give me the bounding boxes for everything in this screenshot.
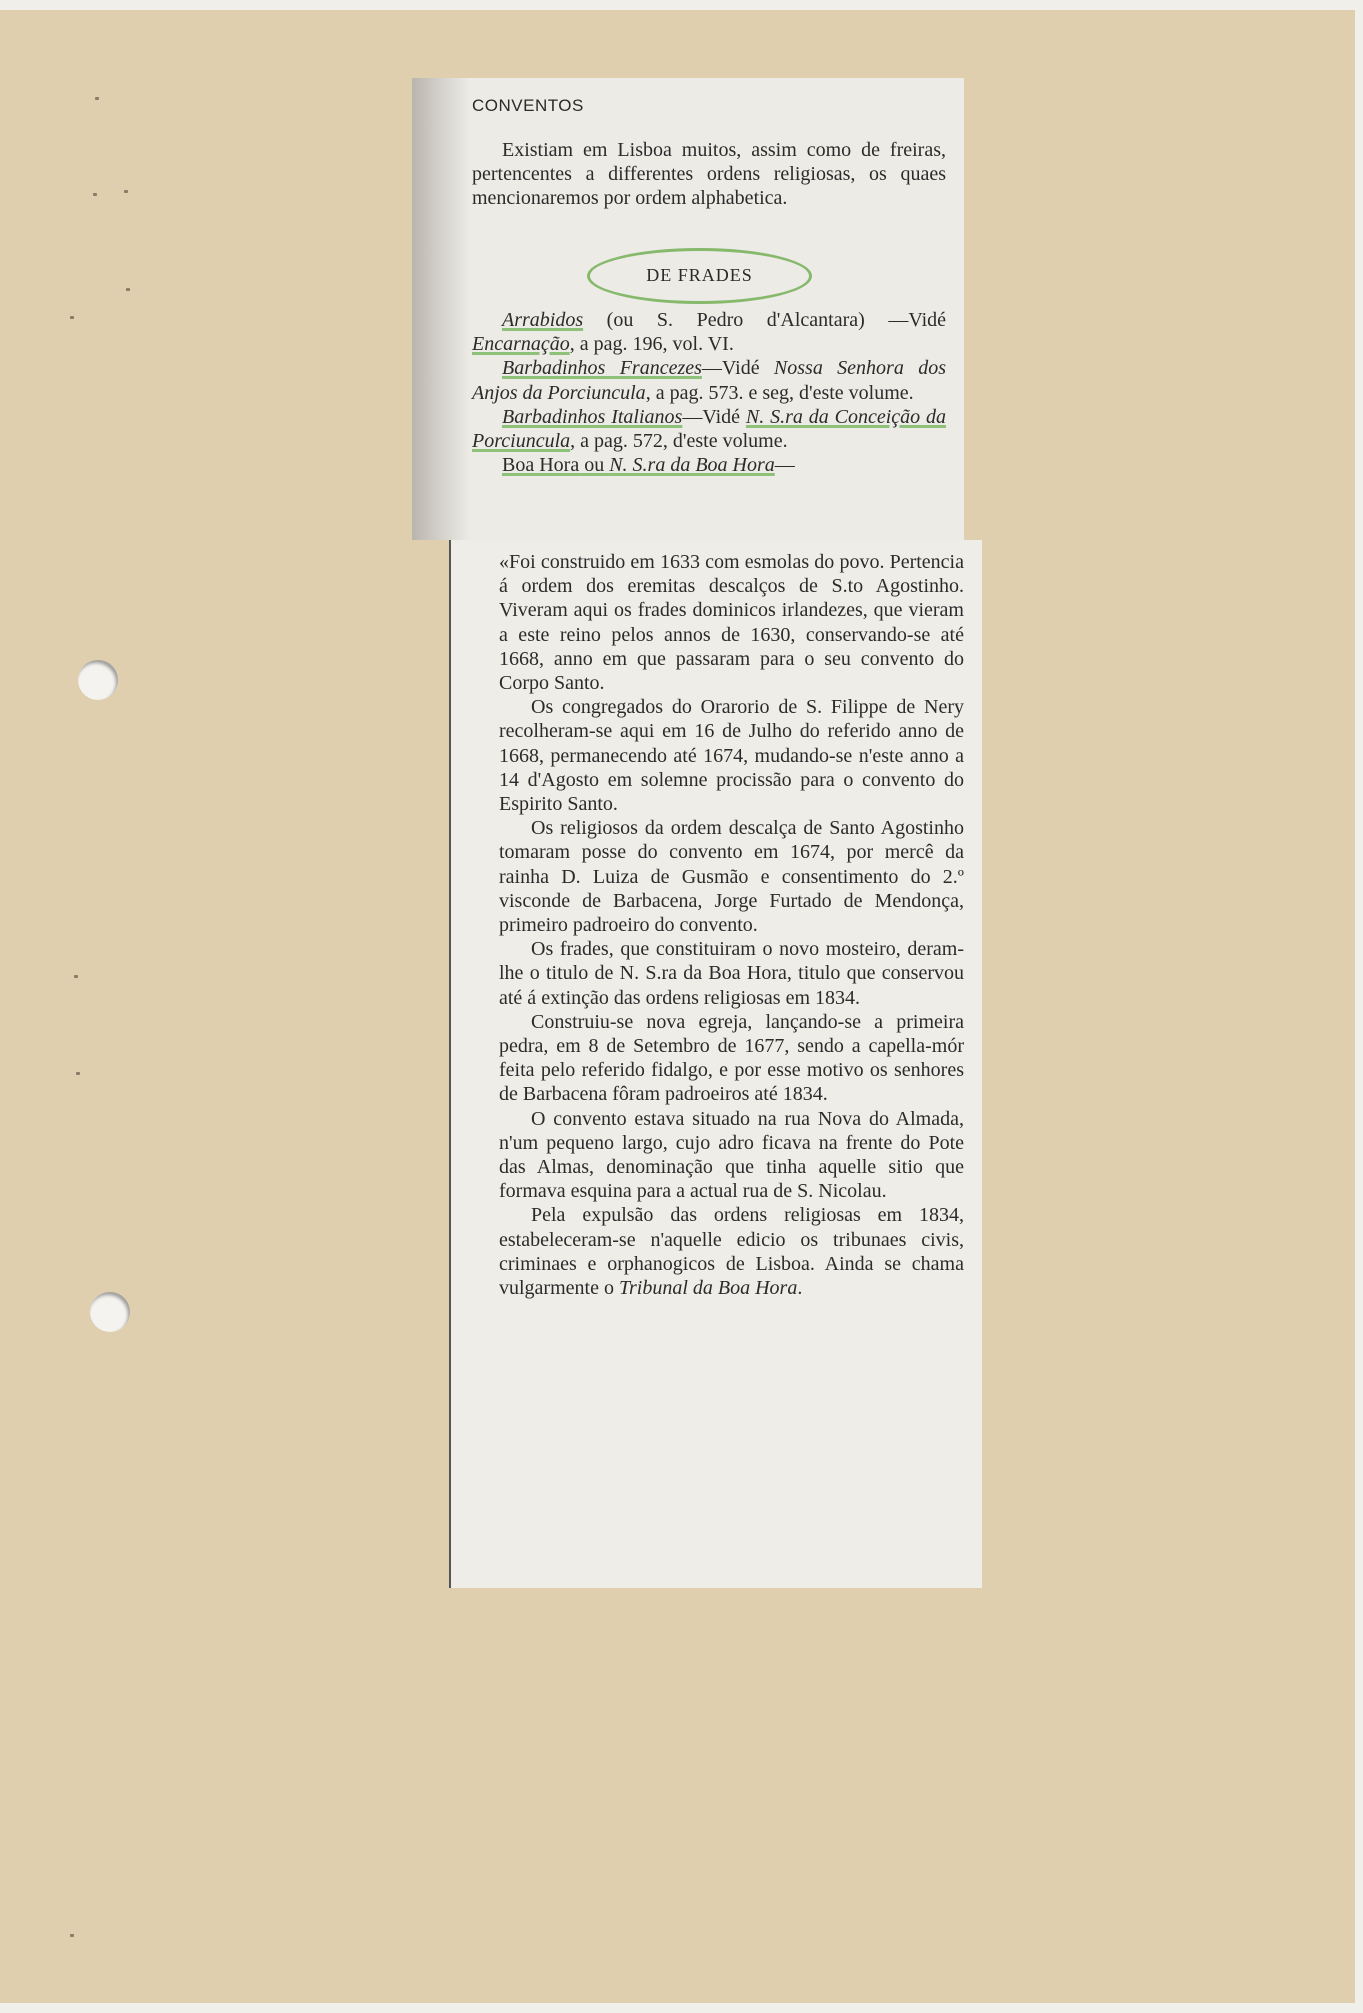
entry-text: —Vidé: [701, 357, 774, 380]
entry-text: (ou S. Pedro d'Alcantara) —Vidé: [583, 309, 946, 331]
entry-ref: Nossa Senhora dos Anjos da Porciuncula: [472, 357, 946, 404]
article-paragraph: «Foi construido em 1633 com esmolas do povo. Pertencia á ordem dos eremitas descalços de S.to Agostinho. Viveram aqui os frades dominicos irlandezes, que vieram a este reino pelos annos de 1630, conservando-se até 1668, anno em que passaram para o seu convento do Corpo Santo.: [499, 551, 964, 695]
article-paragraph: Construiu-se nova egreja, lançando-se a primeira pedra, em 8 de Setembro de 1677, sendo a capella-mór feita pelo referido fidalgo, e por esse motivo os senhores de Barbacena fôram padroeiros até 1834.: [499, 1010, 964, 1106]
paper-speck: [124, 190, 128, 193]
entry-ref: N. S.ra da Boa Hora: [609, 454, 775, 477]
entry-barbadinhos-italianos: [472, 405, 946, 453]
entry-rest: , a pag. 573. e seg, d'este volume.: [645, 381, 914, 404]
entry-name: Boa Hora: [502, 454, 580, 477]
subheading-circled: [587, 248, 812, 304]
last-paragraph-end: .: [797, 1277, 803, 1300]
paper-speck: [74, 975, 78, 978]
article-paragraph: Os congregados do Orarorio de S. Filippe de Nery recolheram-se aqui em 16 de Julho do referido anno de 1668, permanecendo até 1674, mudando-se n'este anno a 14 d'Agosto em solemne procissão para o convento do Espirito Santo.: [499, 696, 964, 816]
entry-name: Arrabidos: [502, 309, 584, 331]
entry-barbadinhos-francezes: [472, 356, 946, 404]
entry-name: Barbadinhos Francezes: [502, 357, 702, 380]
article-paragraph: Os frades, que constituiram o novo mosteiro, deram-lhe o titulo de N. S.ra da Boa Hora, titulo que conservou até á extinção das ordens religiosas em 1834.: [499, 938, 964, 1009]
entry-text: ou: [579, 454, 610, 477]
entry-rest: , a pag. 196, vol. VI.: [569, 333, 734, 356]
entry-ref: Encarnação: [472, 333, 570, 356]
entry-ref: N. S.ra da Conceição da Porciuncula: [472, 405, 946, 453]
punch-hole-top: [78, 660, 118, 700]
article-paragraph: O convento estava situado na rua Nova do Almada, n'um pequeno largo, cujo adro ficava na frente do Pote das Almas, denominação que tinha aquelle sitio que formava esquina para a actual rua de S. Nicolau.: [499, 1107, 964, 1203]
paper-speck: [76, 1072, 80, 1075]
entry-rest: , a pag. 572, d'este volume.: [570, 430, 788, 453]
paper-speck: [95, 97, 99, 100]
newspaper-clipping-top: [412, 78, 964, 540]
entry-text: —Vidé: [682, 405, 746, 428]
paper-speck: [126, 288, 130, 291]
paper-speck: [70, 1934, 74, 1937]
entry-name: Barbadinhos Italianos: [502, 405, 683, 428]
entry-rest: —: [774, 454, 795, 477]
intro-paragraph: Existiam em Lisboa muitos, assim como de freiras, pertencentes a differentes ordens religiosas, os quaes mencionaremos por ordem alphabetica.: [472, 139, 946, 210]
last-paragraph-text: Pela expulsão das ordens religiosas em 1834, estabeleceram-se n'aquelle edicio os tribunaes civis, criminaes e orphanogicos de Lisboa. Ainda se chama vulgarmente o: [499, 1204, 964, 1300]
paper-speck: [93, 193, 97, 196]
newspaper-clipping-bottom: [449, 540, 982, 1588]
punch-hole-bottom: [90, 1292, 130, 1332]
article-body: [499, 550, 964, 1300]
subheading: DE FRADES: [646, 265, 753, 285]
article-paragraph-last: [499, 1203, 964, 1300]
paper-speck: [70, 316, 74, 319]
section-title: CONVENTOS: [472, 96, 584, 115]
tribunal-name: Tribunal da Boa Hora: [618, 1277, 798, 1300]
entry-arrabidos: [472, 308, 946, 356]
article-paragraph: Os religiosos da ordem descalça de Santo Agostinho tomaram posse do convento em 1674, por mercê da rainha D. Luiza de Gusmão e consentimento do 2.º visconde de Barbacena, Jorge Furtado de Mendonça, primeiro padroeiro do convento.: [499, 817, 964, 937]
entry-boa-hora: [472, 453, 946, 477]
clipping-shadow: [412, 78, 470, 540]
entry-list: [472, 308, 946, 477]
